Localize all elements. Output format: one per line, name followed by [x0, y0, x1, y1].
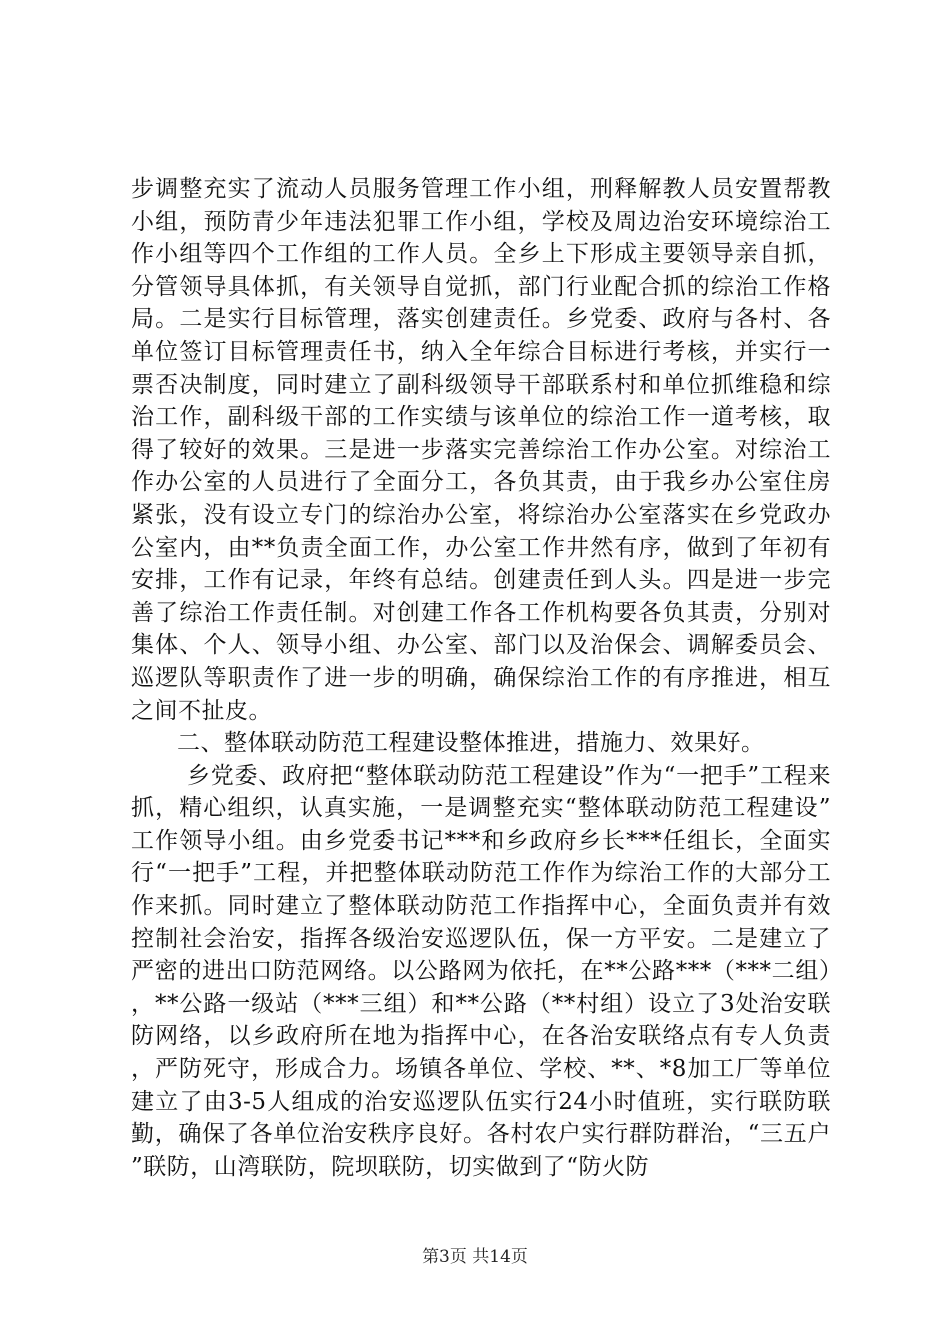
page-footer: 第3页 共14页	[422, 1247, 528, 1267]
paragraph-continued: 步调整充实了流动人员服务管理工作小组，刑释解教人员安置帮教小组，预防青少年违法犯罪工作小组，学校及周边治安环境综治工作小组等四个工作组的工作人员。全乡上下形成主要领导亲自抓，分管领导具体抓，有关领导自觉抓，部门行业配合抓的综治工作格局。二是实行目标管理，落实创建责任。乡党委、政府与各村、各单位签订目标管理责任书，纳入全年综合目标进行考核，并实行一票否决制度，同时建立了副科级领导干部联系村和单位抓维稳和综治工作，副科级干部的工作实绩与该单位的综治工作一道考核，取得了较好的效果。三是进一步落实完善综治工作办公室。对综治工作办公室的人员进行了全面分工，各负其责，由于我乡办公室住房紧张，没有设立专门的综治办公室，将综治办公室落实在乡党政办公室内，由**负责全面工作，办公室工作井然有序，做到了年初有安排，工作有记录，年终有总结。创建责任到人头。四是进一步完善了综治工作责任制。对创建工作各工作机构要各负其责，分别对集体、个人、领导小组、办公室、部门以及治保会、调解委员会、巡逻队等职责作了进一步的明确，确保综治工作的有序推进，相互之间不扯皮。	[131, 176, 831, 724]
document-body	[131, 173, 831, 1183]
section-heading: 二、整体联动防范工程建设整体推进，措施力、效果好。	[177, 730, 765, 757]
paragraph-section-two: 乡党委、政府把“整体联动防范工程建设”作为“一把手”工程来抓，精心组织，认真实施，一是调整充实“整体联动防范工程建设”工作领导小组。由乡党委书记***和乡政府乡长***任组长，全面实行“一把手”工程，并把整体联动防范工作作为综治工作的大部分工作来抓。同时建立了整体联动防范工作指挥中心，全面负责并有效控制社会治安，指挥各级治安巡逻队伍，保一方平安。二是建立了严密的进出口防范网络。以公路网为依托，在**公路***（***二组），**公路一级站（***三组）和**公路（**村组）设立了3处治安联防网络，以乡政府所在地为指挥中心，在各治安联络点有专人负责，严防死守，形成合力。场镇各单位、学校、**、*8加工厂等单位建立了由3-5人组成的治安巡逻队伍实行24小时值班，实行联防联勤，确保了各单位治安秩序良好。各村农户实行群防群治，“三五户”联防，山湾联防，院坝联防，切实做到了“防火防	[131, 762, 831, 1180]
